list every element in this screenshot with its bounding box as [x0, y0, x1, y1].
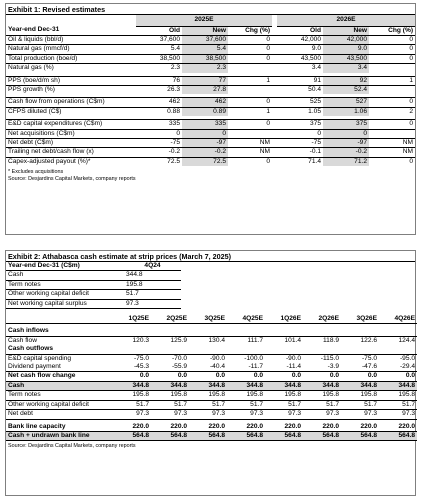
estimate-label: Oil & liquids (bbl/d) — [6, 35, 136, 44]
exhibit-1-panel — [5, 3, 416, 235]
cell-value: 0.0 — [151, 372, 189, 381]
col-new-2025: New — [182, 26, 228, 35]
estimate-value: NM — [369, 148, 415, 157]
cell-value: 101.4 — [284, 336, 301, 344]
estimate-row — [6, 98, 415, 107]
cell-value: 344.8 — [113, 381, 151, 390]
estimate-value: NM — [369, 138, 415, 147]
estimate-value: 1 — [228, 107, 272, 116]
estimate-row — [6, 45, 415, 54]
estimate-value: 2.3 — [136, 64, 182, 73]
quarter-header: 2Q26E — [303, 315, 341, 324]
estimate-value: 9.0 — [277, 45, 323, 54]
cell-value: 97.3 — [227, 410, 265, 419]
cell-value: 564.8 — [227, 431, 265, 440]
estimate-value — [369, 129, 415, 138]
cell-value: 97.3 — [265, 410, 303, 419]
estimate-value: 3.4 — [323, 64, 369, 73]
footnote: * Excludes acquisitions — [8, 169, 64, 176]
estimate-value: 0 — [228, 35, 272, 44]
exhibit-2-panel — [5, 250, 416, 496]
cell-value: 51.7 — [113, 400, 151, 409]
estimate-value: 0 — [182, 129, 228, 138]
estimate-value: 0 — [369, 157, 415, 166]
cell-value: 220.0 — [113, 423, 151, 432]
estimate-value: 9.0 — [323, 45, 369, 54]
estimate-label: Natural gas (mmcf/d) — [6, 45, 136, 54]
estimate-value: 42,000 — [277, 35, 323, 44]
estimate-label: E&D capital expenditures (C$m) — [6, 120, 136, 129]
cell-value: -70.0 — [171, 354, 187, 362]
quarter-header: 4Q25E — [227, 315, 265, 324]
cell-value: -11.7 — [227, 363, 265, 372]
estimate-value: 0 — [369, 45, 415, 54]
estimate-value: NM — [228, 138, 272, 147]
cell-value: 125.9 — [170, 336, 187, 344]
estimate-value: 2 — [369, 107, 415, 116]
cell-value: 124.4 — [398, 336, 415, 344]
cell-value: 564.8 — [341, 431, 379, 440]
row-header-label: Year-end Dec-31 — [6, 26, 136, 35]
estimate-value — [228, 129, 272, 138]
estimate-label: PPS growth (%) — [6, 85, 136, 94]
estimate-label: Net debt (C$m) — [6, 138, 136, 147]
estimate-value: 0 — [369, 120, 415, 129]
col-old-2025: Old — [136, 26, 182, 35]
row-label: Dividend payment — [6, 363, 113, 372]
estimate-value: 91 — [277, 76, 323, 85]
estimate-value: 26.3 — [136, 85, 182, 94]
estimate-value: 0 — [228, 98, 272, 107]
cell-value: -45.3 — [113, 363, 151, 372]
estimate-value: 0 — [228, 120, 272, 129]
estimate-value: 375 — [277, 120, 323, 129]
estimate-value: 0 — [228, 157, 272, 166]
source-note-2: Source: Desjardins Capital Markets, company reports — [8, 443, 136, 450]
estimate-row — [6, 157, 415, 166]
row-label: E&D capital spending — [8, 354, 72, 362]
cell-value: 195.8 — [265, 391, 303, 400]
estimate-label: Net acquisitions (C$m) — [6, 129, 136, 138]
row-label: Cash — [6, 381, 113, 390]
cell-value: -115.0 — [320, 354, 339, 362]
estimate-value: 37,600 — [182, 35, 228, 44]
revised-estimates-table — [6, 15, 415, 166]
cell-value: 220.0 — [151, 423, 189, 432]
estimate-label: Natural gas (%) — [6, 64, 136, 73]
quarterly-cash-table — [6, 315, 417, 441]
estimate-value: 0 — [228, 45, 272, 54]
cash-flow-row — [6, 336, 417, 345]
row-label: Other working capital deficit — [6, 400, 113, 409]
estimate-value: 0 — [323, 129, 369, 138]
estimate-value: -75 — [277, 138, 323, 147]
estimate-value: 43,500 — [323, 54, 369, 63]
row-label: Net cash flow change — [6, 372, 113, 381]
estimate-value — [228, 64, 272, 73]
cell-value: 97.3 — [189, 410, 227, 419]
estimate-value — [369, 64, 415, 73]
cell-value: 344.8 — [379, 381, 417, 390]
cell-value: 564.8 — [379, 431, 417, 440]
cell-value: 0.0 — [341, 372, 379, 381]
estimate-value: 335 — [182, 120, 228, 129]
col-new-2026: New — [323, 26, 369, 35]
cell-value: 51.7 — [265, 400, 303, 409]
cell-value: -40.4 — [189, 363, 227, 372]
estimate-value: 462 — [136, 98, 182, 107]
estimate-label: PPS (boe/d/m sh) — [6, 76, 136, 85]
summary-col-4q24: 4Q24 — [144, 262, 161, 269]
cash-inflows-label: Cash inflows — [6, 327, 113, 336]
cell-value: 344.8 — [303, 381, 341, 390]
cell-value: 344.8 — [189, 381, 227, 390]
cell-value: 344.8 — [151, 381, 189, 390]
estimate-value — [369, 85, 415, 94]
estimate-value: 1.06 — [323, 107, 369, 116]
estimate-value: 1 — [228, 76, 272, 85]
estimate-value: 0 — [369, 98, 415, 107]
net-cash-change-row — [6, 372, 417, 381]
row-label: Cash flow — [8, 336, 37, 344]
estimate-row — [6, 35, 415, 44]
cell-value: 97.3 — [151, 410, 189, 419]
bank-line-row — [6, 423, 417, 432]
estimate-value: 5.4 — [182, 45, 228, 54]
col-chg-2025: Chg (%) — [228, 26, 272, 35]
cell-value: -75.0 — [361, 354, 377, 362]
col-old-2026: Old — [277, 26, 323, 35]
cell-value: 97.3 — [303, 410, 341, 419]
cell-value: 0.0 — [189, 372, 227, 381]
estimate-value: 42,000 — [323, 35, 369, 44]
summary-value: 51.7 — [124, 290, 181, 299]
row-label: Cash + undrawn bank line — [6, 431, 113, 440]
estimate-value: 5.4 — [136, 45, 182, 54]
row-label: Term notes — [6, 391, 113, 400]
estimate-value: 77 — [182, 76, 228, 85]
estimate-value: 71.2 — [323, 157, 369, 166]
cell-value: 220.0 — [189, 423, 227, 432]
estimate-value: 3.4 — [277, 64, 323, 73]
cell-value: 564.8 — [151, 431, 189, 440]
summary-header-label: Year-end Dec-31 (C$m) — [8, 262, 80, 269]
cell-value: -3.9 — [303, 363, 341, 372]
row-label: Net debt — [6, 410, 113, 419]
cell-value: 51.7 — [303, 400, 341, 409]
estimate-value: 1 — [369, 76, 415, 85]
cell-value: 344.8 — [227, 381, 265, 390]
cell-value: 97.3 — [379, 410, 417, 419]
estimate-value: 0 — [277, 129, 323, 138]
estimate-value: -97 — [323, 138, 369, 147]
cell-value: 195.8 — [151, 391, 189, 400]
cell-value: 51.7 — [341, 400, 379, 409]
cash-outflows-label: Cash outflows — [6, 345, 113, 354]
estimate-value: -97 — [182, 138, 228, 147]
term-notes-row — [6, 391, 417, 400]
cell-value: 220.0 — [379, 423, 417, 432]
cell-value: 195.8 — [379, 391, 417, 400]
estimate-value: 38,500 — [136, 54, 182, 63]
estimate-label: Cash flow from operations (C$m) — [6, 98, 136, 107]
estimate-row — [6, 85, 415, 94]
other-wc-row — [6, 400, 417, 409]
cell-value: 122.6 — [360, 336, 377, 344]
cell-value: 0.0 — [303, 372, 341, 381]
summary-label: Cash — [6, 271, 124, 280]
estimate-value: 52.4 — [323, 85, 369, 94]
cell-value: 344.8 — [265, 381, 303, 390]
cell-value: 195.8 — [227, 391, 265, 400]
quarter-header: 3Q26E — [341, 315, 379, 324]
cell-value: 0.0 — [227, 372, 265, 381]
estimate-row — [6, 107, 415, 116]
cell-value: 111.7 — [247, 336, 263, 344]
estimate-value: 76 — [136, 76, 182, 85]
quarter-header: 4Q26E — [379, 315, 417, 324]
estimate-row — [6, 138, 415, 147]
estimate-value: 335 — [136, 120, 182, 129]
summary-label: Other working capital deficit — [6, 290, 124, 299]
estimate-value: 71.4 — [277, 157, 323, 166]
summary-label: Net working capital surplus — [6, 299, 124, 308]
estimate-row — [6, 120, 415, 129]
cell-value: 51.7 — [151, 400, 189, 409]
quarter-header-row — [6, 315, 417, 324]
cell-value: -11.4 — [265, 363, 303, 372]
estimate-row — [6, 76, 415, 85]
cell-value: 564.8 — [189, 431, 227, 440]
estimate-value: -75 — [136, 138, 182, 147]
estimate-row — [6, 64, 415, 73]
cell-value: 220.0 — [303, 423, 341, 432]
cell-value: 0.0 — [265, 372, 303, 381]
estimate-label: Total production (boe/d) — [6, 54, 136, 63]
estimate-value: 375 — [323, 120, 369, 129]
cell-value: 195.8 — [189, 391, 227, 400]
cell-value: 51.7 — [227, 400, 265, 409]
estimate-value — [228, 85, 272, 94]
col-chg-2026: Chg (%) — [369, 26, 415, 35]
quarter-header: 3Q25E — [189, 315, 227, 324]
exhibit-1-title: Exhibit 1: Revised estimates — [6, 4, 415, 15]
cell-value: 564.8 — [113, 431, 151, 440]
summary-value: 97.3 — [124, 299, 181, 308]
quarter-header: 2Q25E — [151, 315, 189, 324]
estimate-value: 27.8 — [182, 85, 228, 94]
exhibit-2-title: Exhibit 2: Athabasca cash estimate at strip prices (March 7, 2025) — [6, 251, 415, 262]
estimate-value: 72.5 — [136, 157, 182, 166]
ed-capital-row — [6, 354, 417, 363]
estimate-row — [6, 54, 415, 63]
cell-value: 195.8 — [113, 391, 151, 400]
summary-value: 344.8 — [124, 271, 181, 280]
cell-value: 118.9 — [322, 336, 339, 344]
cell-value: 0.0 — [113, 372, 151, 381]
cell-value: 51.7 — [189, 400, 227, 409]
cell-value: -90.0 — [285, 354, 301, 362]
cell-value: -29.4 — [379, 363, 417, 372]
cell-value: -47.6 — [341, 363, 379, 372]
estimate-label: Trailing net debt/cash flow (x) — [6, 148, 136, 157]
estimate-row — [6, 148, 415, 157]
estimate-value: 462 — [182, 98, 228, 107]
cell-value: 564.8 — [303, 431, 341, 440]
cell-value: 195.8 — [303, 391, 341, 400]
estimate-value: 0.89 — [182, 107, 228, 116]
cell-value: 344.8 — [341, 381, 379, 390]
estimate-value: -0.1 — [277, 148, 323, 157]
year-2025-header: 2025E — [136, 15, 272, 26]
cash-row — [6, 381, 417, 390]
cell-value: 564.8 — [265, 431, 303, 440]
cell-value: 51.7 — [379, 400, 417, 409]
estimate-value: -0.2 — [136, 148, 182, 157]
summary-label: Term notes — [6, 280, 124, 289]
estimate-value: 92 — [323, 76, 369, 85]
cell-value: -95.0 — [399, 354, 415, 362]
cell-value: 97.3 — [341, 410, 379, 419]
cell-value: 220.0 — [341, 423, 379, 432]
cell-value: 0.0 — [379, 372, 417, 381]
cell-value: -55.9 — [151, 363, 189, 372]
estimate-value: -0.2 — [323, 148, 369, 157]
estimate-value: 525 — [277, 98, 323, 107]
estimate-value: 0 — [136, 129, 182, 138]
cell-value: -75.0 — [133, 354, 149, 362]
cell-value: -100.0 — [244, 354, 263, 362]
estimate-value: 0 — [228, 54, 272, 63]
year-2026-header: 2026E — [277, 15, 415, 26]
estimate-label: Capex-adjusted payout (%)* — [6, 157, 136, 166]
net-debt-row — [6, 410, 417, 419]
cell-value: 195.8 — [341, 391, 379, 400]
row-label: Bank line capacity — [6, 423, 113, 432]
cell-value: 120.3 — [132, 336, 149, 344]
estimate-value: -0.2 — [182, 148, 228, 157]
quarter-header: 1Q25E — [113, 315, 151, 324]
estimates-table-body — [6, 35, 415, 166]
estimate-value: 37,600 — [136, 35, 182, 44]
dividend-row — [6, 363, 417, 372]
cell-value: -90.0 — [209, 354, 225, 362]
estimate-value: 2.3 — [182, 64, 228, 73]
cell-value: 97.3 — [113, 410, 151, 419]
source-note: Source: Desjardins Capital Markets, company reports — [8, 176, 136, 183]
estimate-value: 72.5 — [182, 157, 228, 166]
estimate-value: 1.05 — [277, 107, 323, 116]
estimate-value: 0 — [369, 35, 415, 44]
estimate-value: NM — [228, 148, 272, 157]
cell-value: 130.4 — [208, 336, 225, 344]
estimate-value: 0.88 — [136, 107, 182, 116]
estimate-value: 50.4 — [277, 85, 323, 94]
estimate-value: 38,500 — [182, 54, 228, 63]
estimate-label: CFPS diluted (C$) — [6, 107, 136, 116]
cash-undrawn-row — [6, 431, 417, 440]
estimate-value: 527 — [323, 98, 369, 107]
estimate-value: 43,500 — [277, 54, 323, 63]
estimate-value: 0 — [369, 54, 415, 63]
quarter-header: 1Q26E — [265, 315, 303, 324]
cell-value: 220.0 — [227, 423, 265, 432]
estimate-row — [6, 129, 415, 138]
cell-value: 220.0 — [265, 423, 303, 432]
summary-value: 195.8 — [124, 280, 181, 289]
cash-summary-table — [6, 262, 181, 309]
